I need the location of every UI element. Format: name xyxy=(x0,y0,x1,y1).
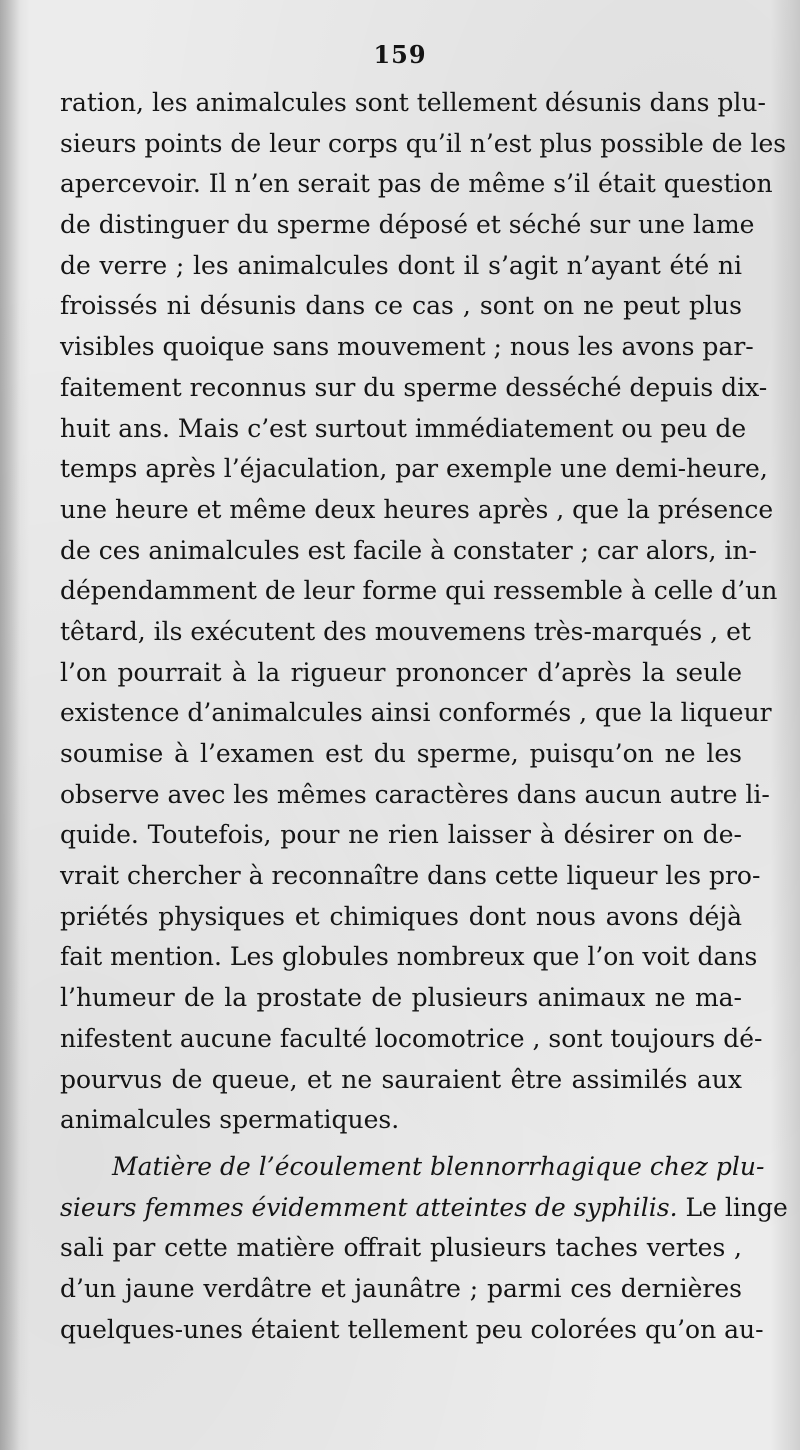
text-line: quide. Toutefois, pour ne rien laisser à désirer on de- xyxy=(60,820,742,850)
text-line: nifestent aucune faculté locomotrice , sont toujours dé- xyxy=(60,1023,763,1053)
page-edge-shadow xyxy=(0,0,20,1450)
text-line: l’humeur de la prostate de plusieurs animaux ne ma- xyxy=(60,983,742,1013)
text-line: existence d’animalcules ainsi conformés , que la liqueur xyxy=(60,698,772,728)
text-line: fait mention. Les globules nombreux que l’on voit dans xyxy=(60,942,758,972)
text-line: priétés physiques et chimiques dont nous avons déjà xyxy=(60,901,742,931)
paragraph-last-line: animalcules spermatiques. xyxy=(60,1105,400,1135)
text-line: de distinguer du sperme déposé et séché sur une lame xyxy=(60,210,755,240)
section-heading-rest: Le linge xyxy=(677,1192,788,1222)
text-line: de verre ; les animalcules dont il s’agit n’ayant été ni xyxy=(60,250,742,280)
body-text xyxy=(60,83,788,1350)
text-line: sali par cette matière offrait plusieurs taches vertes , xyxy=(60,1233,742,1263)
text-line: apercevoir. Il n’en serait pas de même s’il était question xyxy=(60,169,773,199)
text-line: froissés ni désunis dans ce cas , sont on ne peut plus xyxy=(60,291,742,321)
text-line: temps après l’éjaculation, par exemple une demi-heure, xyxy=(60,454,768,484)
text-line: l’on pourrait à la rigueur prononcer d’après la seule xyxy=(60,657,742,687)
text-line: soumise à l’examen est du sperme, puisqu’on ne les xyxy=(60,739,742,768)
section-heading-line-continued xyxy=(60,1188,788,1229)
text-line: dépendamment de leur forme qui ressemble à celle d’un xyxy=(60,576,778,606)
text-line: huit ans. Mais c’est surtout immédiatement ou peu de xyxy=(60,413,747,443)
text-line: sieurs points de leur corps qu’il n’est plus possible de les xyxy=(60,128,787,158)
text-line: observe avec les mêmes caractères dans aucun autre li- xyxy=(60,779,770,809)
text-line: pourvus de queue, et ne sauraient être assimilés aux xyxy=(60,1064,742,1094)
text-line: faitement reconnus sur du sperme desséché depuis dix- xyxy=(60,372,768,402)
text-line: vrait chercher à reconnaître dans cette liqueur les pro- xyxy=(60,861,761,891)
text-line: d’un jaune verdâtre et jaunâtre ; parmi ces dernières xyxy=(60,1273,742,1303)
text-line: visibles quoique sans mouvement ; nous les avons par- xyxy=(60,332,754,362)
text-line: têtard, ils exécutent des mouvemens très-marqués , et xyxy=(60,616,751,646)
text-line: de ces animalcules est facile à constater ; car alors, in- xyxy=(60,535,757,565)
section-heading-italic: sieurs femmes évidemment atteintes de syphilis. xyxy=(60,1192,678,1222)
text-line: une heure et même deux heures après , que la présence xyxy=(60,494,774,524)
text-line: ration, les animalcules sont tellement désunis dans plu- xyxy=(60,88,766,117)
section-heading-line: Matière de l’écoulement blennorrhagique chez plu- xyxy=(112,1151,765,1181)
text-line: quelques-unes étaient tellement peu colorées qu’on au- xyxy=(60,1314,764,1344)
page-number: 159 xyxy=(373,40,427,69)
